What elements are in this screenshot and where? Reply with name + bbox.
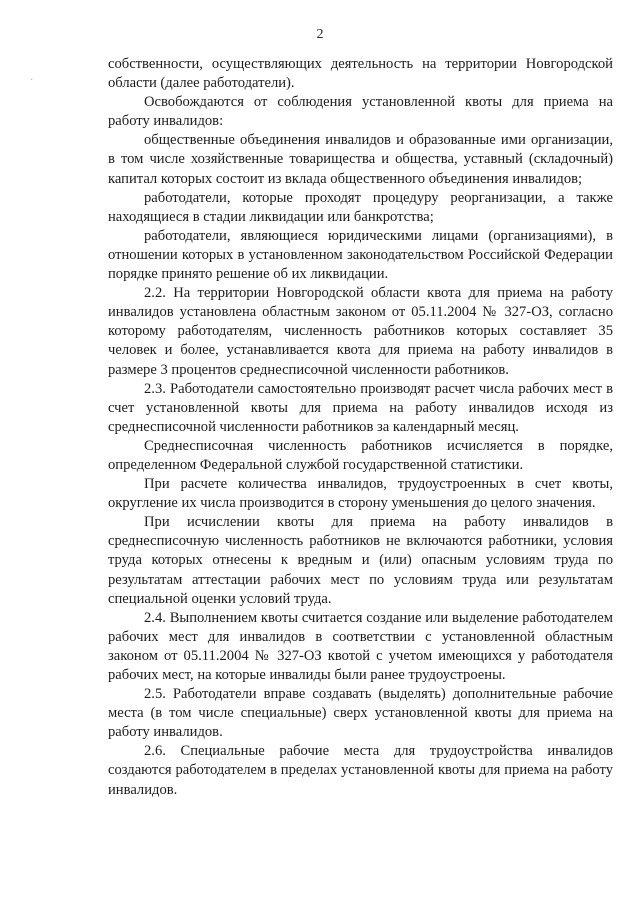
paragraph-exclusions: При исчислении квоты для приема на работу инвалидов в среднесписочную численность работников не включаются работники, условия труда которых отнесены к вредным и (или) опасным условиям труда по результатам аттестации рабочих мест по условиям труда или результатам специальной оценки условий труда. bbox=[108, 514, 613, 607]
document-body bbox=[108, 55, 613, 800]
page-number: 2 bbox=[316, 27, 324, 42]
paragraph-exemption-reorganization: работодатели, которые проходят процедуру реорганизации, а также находящиеся в стадии ликвидации или банкротства; bbox=[108, 189, 613, 225]
paragraph-2-2: 2.2. На территории Новгородской области квота для приема на работу инвалидов установлена областным законом от 05.11.2004 № 327-ОЗ, согласно которому работодателям, численность работников которых составляет 35 человек и более, устанавливается квота для приема на работу инвалидов в размере 3 процентов среднесписочной численности работников. bbox=[108, 285, 613, 378]
paragraph-2-6: 2.6. Специальные рабочие места для трудоустройства инвалидов создаются работодателем в пределах установленной квоты для приема на работу инвалидов. bbox=[108, 743, 613, 798]
paragraph-continuation: собственности, осуществляющих деятельность на территории Новгородской области (далее работодатели). bbox=[108, 56, 613, 92]
paragraph-average-headcount: Среднесписочная численность работников исчисляется в порядке, определенном Федеральной службой государственной статистики. bbox=[108, 437, 613, 473]
paragraph-exemption-intro: Освобождаются от соблюдения установленной квоты для приема на работу инвалидов: bbox=[108, 94, 613, 130]
margin-mark: · bbox=[30, 75, 34, 86]
paragraph-2-4: 2.4. Выполнением квоты считается создание или выделение работодателем рабочих мест для инвалидов в соответствии с установленной областным законом от 05.11.2004 № 327-ОЗ квотой с учетом имеющихся у работодателя рабочих мест, на которые инвалиды были ранее трудоустроены. bbox=[108, 609, 613, 683]
paragraph-2-3: 2.3. Работодатели самостоятельно производят расчет числа рабочих мест в счет установленной квоты для приема на работу инвалидов исходя из среднесписочной численности работников за календарный месяц. bbox=[108, 380, 613, 435]
paragraph-2-5: 2.5. Работодатели вправе создавать (выделять) дополнительные рабочие места (в том числе специальные) сверх установленной квоты для приема на работу инвалидов. bbox=[108, 686, 613, 741]
paragraph-exemption-public-associations: общественные объединения инвалидов и образованные ими организации, в том числе хозяйственные товарищества и общества, уставный (складочный) капитал которых состоит из вклада общественного объединения инвалидов; bbox=[108, 132, 613, 187]
paragraph-exemption-liquidation: работодатели, являющиеся юридическими лицами (организациями), в отношении которых в установленном законодательством Российской Федерации порядке принято решение об их ликвидации. bbox=[108, 227, 613, 283]
paragraph-rounding: При расчете количества инвалидов, трудоустроенных в счет квоты, округление их числа производится в сторону уменьшения до целого значения. bbox=[108, 476, 613, 512]
